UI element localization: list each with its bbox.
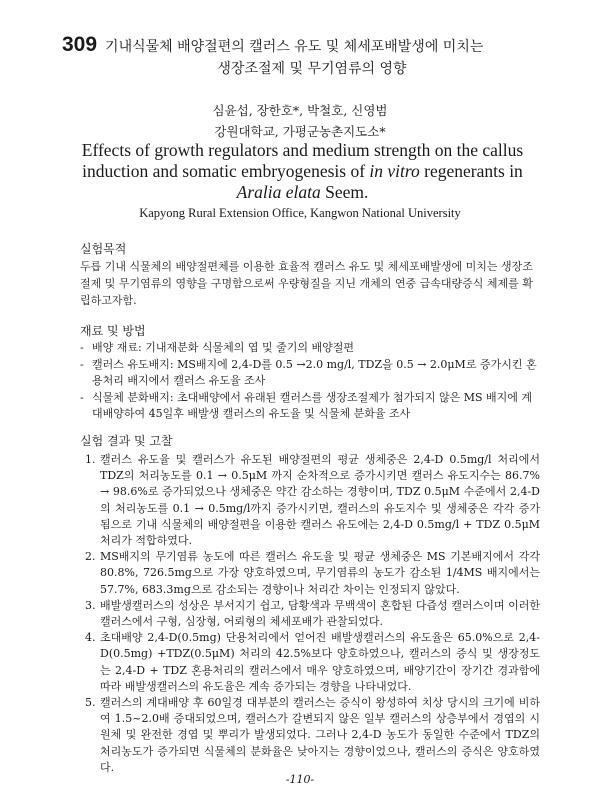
results-item-text: 초대배양 2,4-D(0.5mg) 단용처리에서 얻어진 배발생캘러스의 유도율은 65.0%으로 2,4-D(0.5mg) +TDZ(0.5μM) 처리의 42.5%보다 양호하였으나, 캘러스의 증식 및 생장정도는 2,4-D + TDZ 혼용처리의 캘러스에서 매우 양호하였으며, 배양기간이 장기간 경과함에 따라 배발생캘러스의 유도율은 계속 증가되는 경향을 나타내었다. <box>100 631 540 693</box>
methods-list <box>80 340 540 423</box>
results-item-number: 1. <box>85 453 96 466</box>
results-item-text: 배발생캘러스의 성상은 부서지기 쉽고, 담황색과 무백색이 혼합된 다즙성 캘러스이며 이러한 캘러스에서 구형, 심장형, 어뢰형의 체세포배가 관찰되었다. <box>100 598 540 629</box>
korean-title-line-2: 생장조절제 및 무기염류의 영향 <box>217 61 407 77</box>
english-title-part-1: Effects of growth regulators and medium strength on the callus induction and somatic embryogenesis of <box>81 140 524 181</box>
results-item <box>85 549 540 598</box>
english-title-part-3: Seem. <box>320 182 369 202</box>
affiliation-korean: 강원대학교, 가평군농촌지도소* <box>214 124 386 139</box>
results-item <box>85 452 540 549</box>
english-title-italic-1: in vitro <box>369 161 420 181</box>
english-title-italic-2: Aralia elata <box>236 182 321 202</box>
section-heading-methods: 재료 및 방법 <box>80 324 146 338</box>
results-item-text: 캘러스 유도율 및 캘러스가 유도된 배양절편의 평균 생체중은 2,4-D 0.5mg/l 처리에서 TDZ의 처리농도를 0.1 → 0.5μM 까지 순차적으로 증가시키면 캘러스 유도지수는 86.7% → 98.6%로 증가되었으나 생체중은 약간 감소하는 경향이며, TDZ 0.5μM 수준에서 2,4-D의 처리농도를 0.1 → 0.5mg/l까지 증가시키면, 캘러스의 유도지수 및 생체중은 각각 증가됨으로 기내 식물체의 배양절편을 이용한 캘러스 유도에는 2,4-D 0.5mg/l + TDZ 0.5μM 처리가 적합하였다. <box>100 453 540 548</box>
title-block <box>62 34 562 80</box>
affiliation-english: Kapyong Rural Extension Office, Kangwon National University <box>139 206 461 220</box>
results-item-number: 3. <box>85 598 96 612</box>
paper-number: 309 <box>62 33 98 56</box>
results-item-number: 4. <box>85 631 96 645</box>
results-item <box>85 630 540 695</box>
english-title-part-2: regenerants in <box>419 161 523 181</box>
results-list <box>85 452 540 776</box>
purpose-paragraph: 두릅 기내 식물체의 배양절편체를 이용한 효율적 캘러스 유도 및 체세포배발생에 미치는 생장조절제 및 무기염류의 영향을 구명함으로써 우량형질을 지닌 개체의 연중 급속대량증식 체제를 확립하고자함. <box>80 260 533 307</box>
korean-title-line-1 <box>62 34 562 58</box>
authors-korean: 심윤섭, 장한호*, 박철호, 신영범 <box>212 103 388 118</box>
results-item-text: MS배지의 무기염류 농도에 따른 캘러스 유도율 및 평균 생체중은 MS 기본배지에서 각각 80.8%, 726.5mg으로 가장 양호하였으며, 무기염류의 농도가 감소된 1/4MS 배지에서는 57.7%, 683.3mg으로 감소되는 경향이나 처리간 차이는 인정되지 않았다. <box>100 550 540 596</box>
results-item <box>85 695 540 776</box>
section-heading-purpose: 실험목적 <box>80 242 127 256</box>
page-number: -110- <box>285 773 315 786</box>
results-item <box>85 598 540 630</box>
methods-item: - 배양 재료: 기내재분화 식물체의 엽 및 줄기의 배양절편 <box>80 340 540 357</box>
results-item-text: 캘러스의 계대배양 후 60일경 대부분의 캘러스는 증식이 왕성하여 치상 당시의 크기에 비하여 1.5~2.0배 증대되었으며, 캘러스가 갈변되지 않은 일부 캘러스의 상층부에서 경엽의 시원체 및 완전한 경엽 및 뿌리가 발생되었다. 그러나 2,4-D 농도가 동일한 수준에서 TDZ의 처리농도가 증가되면 식물체의 분화율은 낮아지는 경향이었으나, 캘러스의 증식은 양호하였다. <box>100 696 540 774</box>
english-title <box>70 140 535 203</box>
methods-item: - 캘러스 유도배지: MS배지에 2,4-D를 0.5 →2.0 mg/l, TDZ을 0.5 → 2.0μM로 증가시킨 혼용처리 배지에서 캘러스 유도율 조사 <box>80 357 540 390</box>
korean-title-text-1: 기내식물체 배양절편의 캘러스 유도 및 체세포배발생에 미치는 <box>105 39 484 55</box>
results-item-number: 2. <box>85 550 96 564</box>
section-heading-results: 실험 결과 및 고찰 <box>80 434 173 448</box>
results-item-number: 5. <box>85 696 96 710</box>
methods-item: - 식물체 분화배지: 초대배양에서 유래된 캘러스를 생장조절제가 첨가되지 않은 MS 배지에 계대배양하여 45일후 배발생 캘러스의 유도율 및 식물체 분화율 조사 <box>80 390 540 423</box>
